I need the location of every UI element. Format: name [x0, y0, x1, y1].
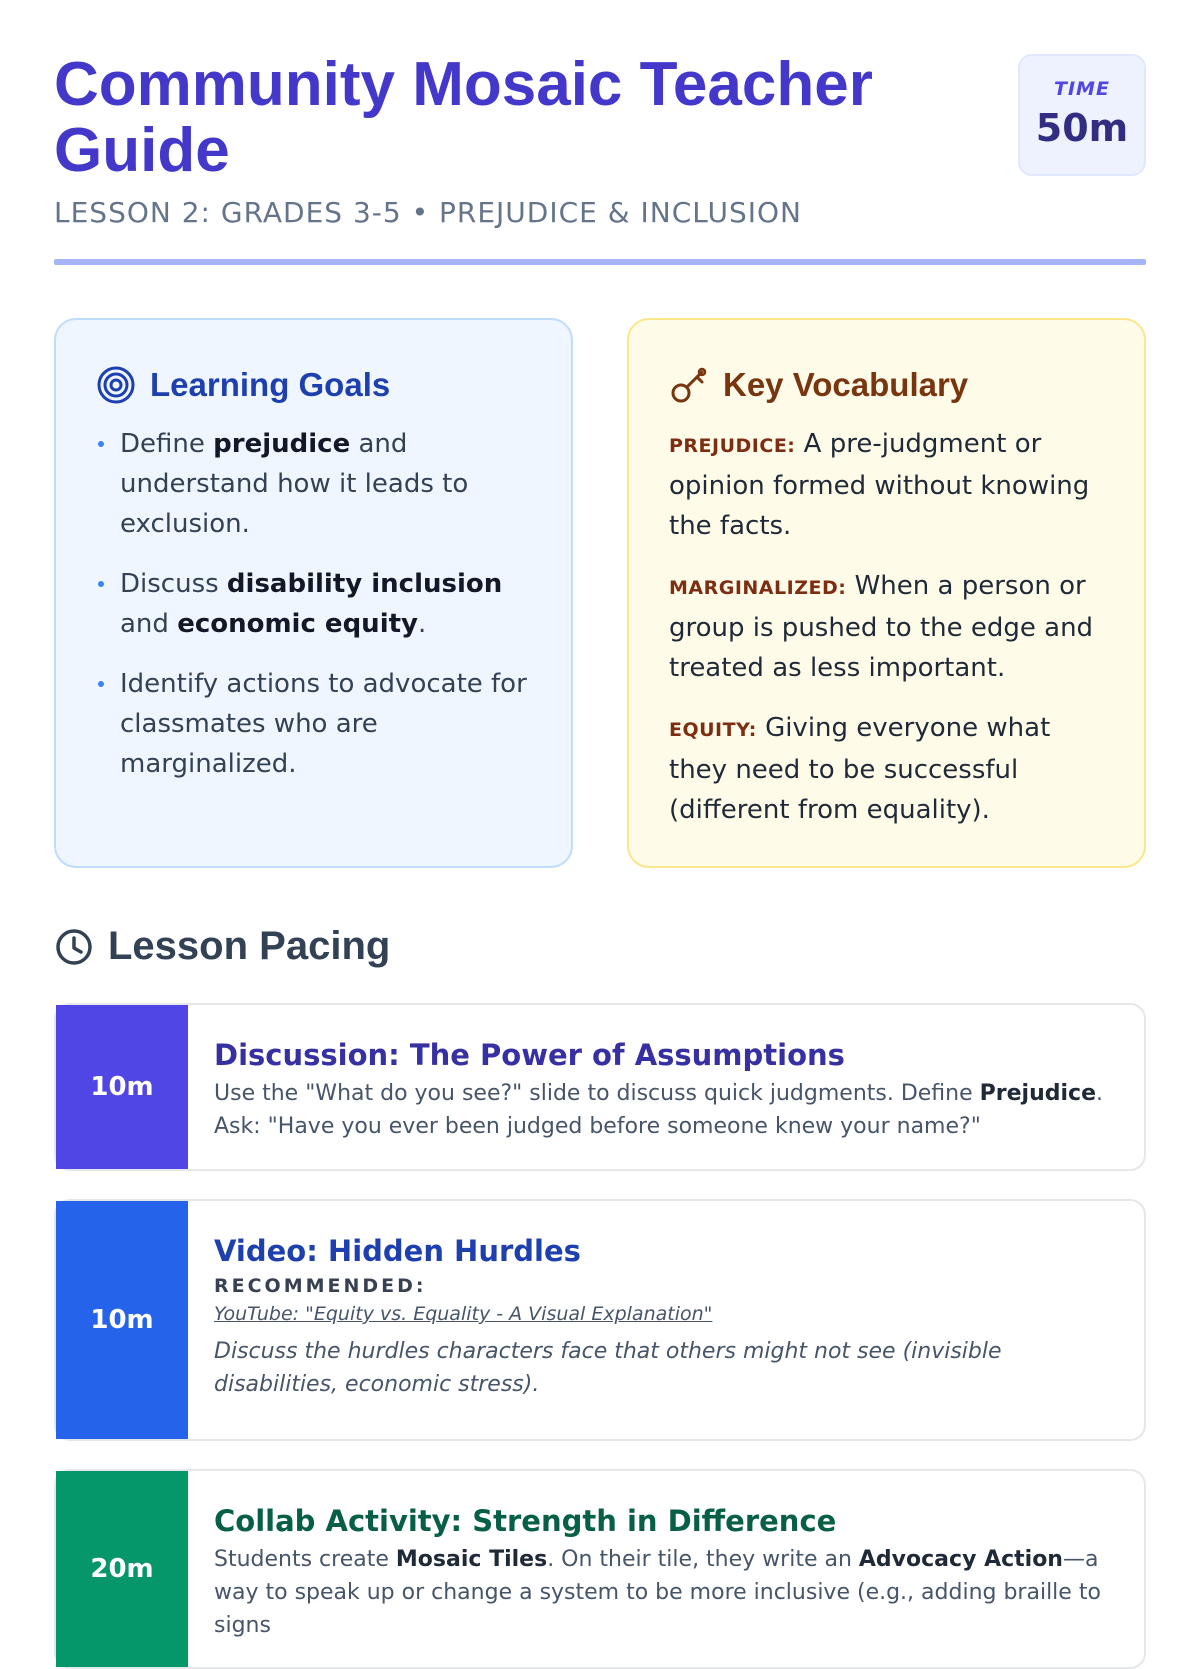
recommended-label: RECOMMENDED: [214, 1275, 427, 1297]
goal-item: Discuss disability inclusion and economic equity. [96, 564, 531, 644]
step-body [188, 1005, 1144, 1169]
lesson-pacing-section [54, 924, 1146, 1669]
learning-goals-title: Learning Goals [150, 366, 391, 403]
pacing-step-discussion [54, 1003, 1146, 1171]
goal-item: Define prejudice and understand how it leads to exclusion. [96, 424, 531, 544]
step-body [188, 1201, 1144, 1439]
time-badge [1018, 54, 1146, 176]
learning-goals-card [54, 318, 573, 868]
page-header [54, 0, 1146, 265]
pacing-step-collab-activity [54, 1469, 1146, 1669]
time-value: 50m [1035, 106, 1129, 150]
step-title: Video: Hidden Hurdles [214, 1234, 581, 1268]
step-title: Discussion: The Power of Assumptions [214, 1038, 845, 1072]
goal-item: Identify actions to advocate for classmates who are marginalized. [96, 664, 531, 784]
step-title: Collab Activity: Strength in Difference [214, 1504, 837, 1538]
step-note: Discuss the hurdles characters face that others might not see (invisible disabilities, economic stress). [214, 1339, 1002, 1397]
pacing-step-video [54, 1199, 1146, 1441]
page-title: Community Mosaic Teacher Guide [54, 50, 873, 185]
step-duration: 20m [56, 1471, 188, 1667]
step-body [188, 1471, 1144, 1667]
video-link[interactable]: YouTube: "Equity vs. Equality - A Visual Explanation" [214, 1303, 713, 1325]
lesson-pacing-header [54, 924, 1146, 969]
time-label: TIME [1054, 78, 1110, 100]
key-vocabulary-header [669, 360, 1104, 410]
lesson-pacing-title: Lesson Pacing [108, 924, 391, 968]
key-vocabulary-card [627, 318, 1146, 868]
step-duration: 10m [56, 1201, 188, 1439]
key-vocabulary-title: Key Vocabulary [723, 366, 969, 403]
vocab-item-prejudice: PREJUDICE: A pre-judgment or opinion formed without knowing the facts. [669, 429, 1090, 541]
info-cards [54, 318, 1146, 868]
vocab-item-marginalized: MARGINALIZED: When a person or group is pushed to the edge and treated as less important. [669, 571, 1094, 683]
lesson-subtitle: LESSON 2: GRADES 3-5 • PREJUDICE & INCLUSION [54, 196, 802, 229]
header-divider [54, 259, 1146, 265]
goal-list [96, 424, 531, 784]
learning-goals-header [96, 360, 531, 410]
vocab-item-equity: EQUITY: Giving everyone what they need to be successful (different from equality). [669, 713, 1051, 825]
step-duration: 10m [56, 1005, 188, 1169]
step-description: Use the "What do you see?" slide to discuss quick judgments. Define Prejudice. Ask: "Have you ever been judged before someone knew your name?" [214, 1081, 1103, 1139]
step-description: Students create Mosaic Tiles. On their tile, they write an Advocacy Action—a way to speak up or change a system to be more inclusive (e.g., adding braille to signs [214, 1547, 1101, 1638]
target-icon [96, 365, 136, 405]
key-icon [669, 365, 709, 405]
clock-icon [54, 927, 94, 967]
